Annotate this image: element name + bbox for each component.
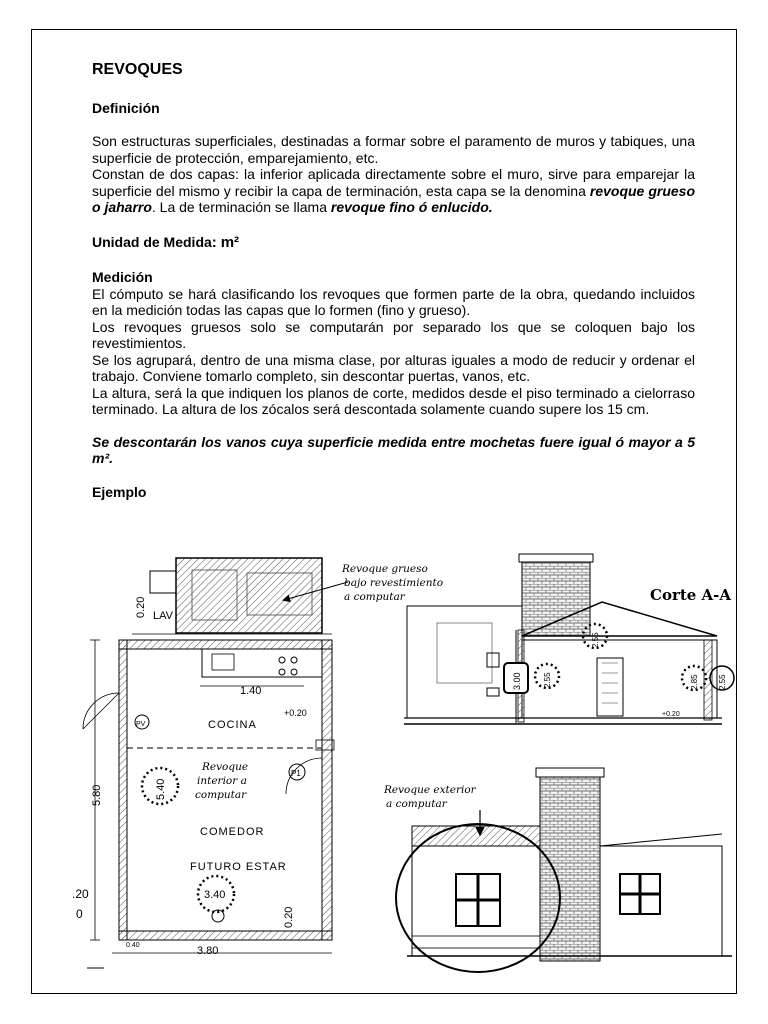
- comedor-label: COMEDOR: [200, 826, 265, 838]
- label-interior-line3: computar: [195, 789, 247, 801]
- label-grueso-line2: bajo revestimiento: [344, 577, 444, 589]
- dim-0-20-bottom: 0.20: [283, 906, 295, 928]
- level-plan: +0.20: [284, 708, 307, 718]
- dim-20-left: .20: [72, 887, 89, 901]
- dim-2-55b: 2.55: [591, 632, 600, 648]
- definicion-paragraph-2: [92, 166, 695, 216]
- term-revoque-grueso: revoque grueso o jaharro: [92, 182, 696, 215]
- wall-top: [119, 640, 332, 649]
- medicion-paragraph-4: La altura, será la que indiquen los planos de corte, medidos desde el piso terminado a cielorraso terminado. La altura de los zócalos será descontada solamente cuando supere los 15 cm.: [92, 384, 695, 417]
- kitchen-sink: [212, 654, 234, 670]
- dim-2-55c: 2.55: [718, 674, 727, 690]
- term-revoque-fino: revoque fino ó enlucido.: [330, 199, 493, 215]
- unidad-value: m²: [220, 233, 240, 251]
- definicion-paragraph-1: Son estructuras superficiales, destinadas a formar sobre el paramento de muros y tabiques, una superficie de protección, emparejamiento, etc.: [92, 133, 695, 166]
- dim-0-20-top: 0.20: [135, 596, 147, 618]
- dim-3-00: 3.00: [512, 672, 522, 690]
- label-exterior-line1: Revoque exterior: [384, 784, 476, 796]
- dim-5-80: 5.80: [91, 784, 103, 806]
- medicion-paragraph-1: El cómputo se hará clasificando los revoques que formen parte de la obra, quedando incluidos en la medición todas las capas que lo formen (fino y grueso).: [92, 285, 695, 318]
- dim-1-40: 1.40: [240, 685, 262, 697]
- label-interior-line1: Revoque: [202, 761, 249, 773]
- definicion-text-c: . La de terminación se llama: [151, 199, 331, 215]
- label-grueso-line1: Revoque grueso: [342, 563, 428, 575]
- wall-bottom: [119, 931, 332, 940]
- dim-5-40: 5.40: [155, 778, 167, 800]
- unidad-label: Unidad de Medida: [92, 233, 212, 250]
- pv-label: PV: [136, 721, 146, 728]
- lav-fixture: [150, 571, 176, 593]
- label-exterior-line2: a computar: [386, 798, 447, 810]
- unidad-colon: :: [211, 233, 217, 251]
- definicion-text-a: Constan de dos capas: la inferior aplicada directamente sobre el muro, sirve para emparejar la superficie del mismo y recibir la capa de terminación, esta capa se la denomina: [92, 166, 695, 199]
- p1-label: P1: [291, 769, 301, 778]
- heading-ejemplo: Ejemplo: [92, 483, 147, 500]
- heading-definicion: Definición: [92, 100, 160, 116]
- medicion-note: Se descontarán los vanos cuya superficie medida entre mochetas fuere igual ó mayor a 5 m².: [92, 433, 695, 466]
- wall-left: [119, 640, 127, 940]
- medicion-paragraph-3: Se los agrupará, dentro de una misma clase, por alturas iguales a modo de reducir y ordenar el trabajo. Conviene tomarlo completo, sin descontar puertas, vanos, etc.: [92, 351, 695, 384]
- heading-unidad: [92, 234, 695, 251]
- page-title: REVOQUES: [92, 61, 183, 78]
- section-a-a: [404, 554, 734, 724]
- dim-3-80: 3.80: [197, 945, 219, 957]
- dim-3-40: 3.40: [204, 889, 226, 901]
- heading-medicion: Medición: [92, 268, 153, 285]
- dim-2-55a: 2.55: [543, 672, 552, 688]
- document-body: [92, 60, 695, 501]
- floor-plan: [72, 558, 443, 968]
- example-drawings: [32, 548, 736, 993]
- label-interior-line2: interior a: [197, 775, 247, 787]
- wall-right: [322, 640, 332, 940]
- elevation: [383, 768, 732, 972]
- level-section: +0.20: [662, 711, 680, 718]
- cocina-label: COCINA: [208, 719, 257, 731]
- futuro-estar-label: FUTURO ESTAR: [190, 861, 287, 873]
- chimney-section: [522, 561, 590, 636]
- dim-0-40: 0.40: [126, 942, 140, 949]
- medicion-paragraph-2: Los revoques gruesos solo se computarán por separado los que se coloquen bajo los revestimientos.: [92, 318, 695, 351]
- lav-label: LAV: [153, 610, 173, 622]
- label-grueso-line3: a computar: [344, 591, 405, 603]
- section-title: Corte A-A: [650, 586, 732, 604]
- door-section: [597, 658, 623, 716]
- dim-0-left: 0: [76, 907, 83, 921]
- kitchen-counter: [202, 649, 322, 677]
- dim-2-85: 2.85: [690, 674, 699, 690]
